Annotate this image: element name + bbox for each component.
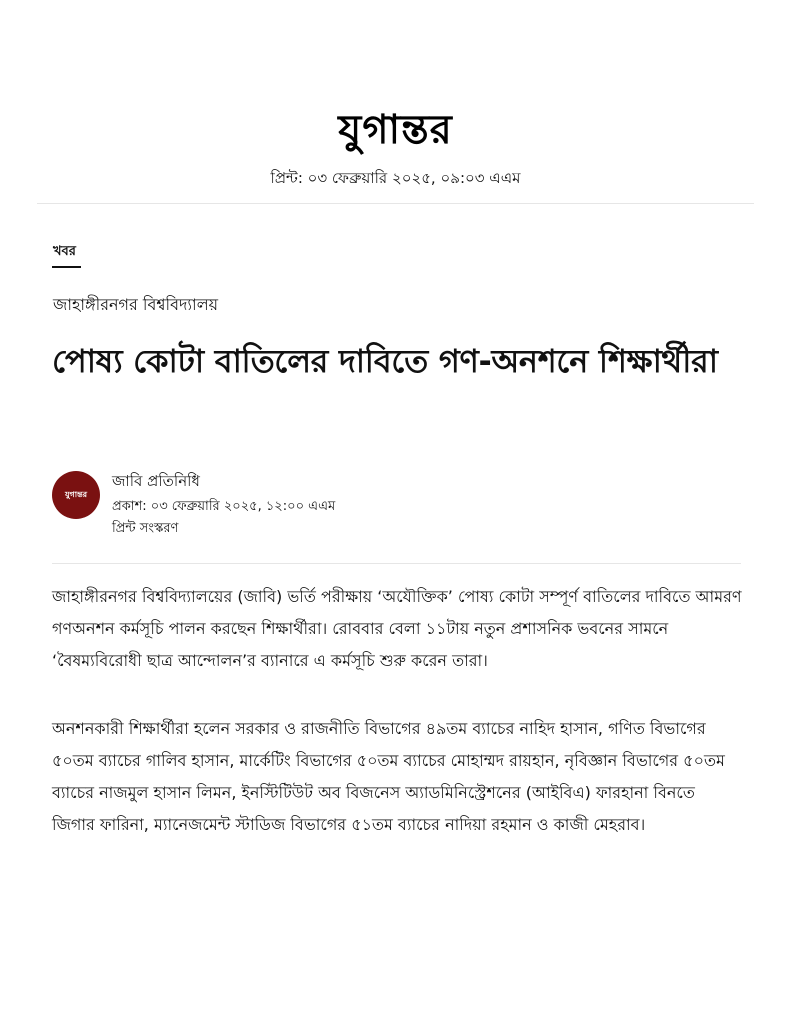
header-divider: [37, 203, 754, 204]
published-date: প্রকাশ: ০৩ ফেব্রুয়ারি ২০২৫, ১২:০০ এএম: [112, 499, 336, 514]
article-headline: পোষ্য কোটা বাতিলের দাবিতে গণ-অনশনে শিক্ষার্থীরা: [52, 342, 718, 380]
article-body: [52, 581, 742, 877]
newspaper-logo[interactable]: যুগান্তর: [338, 106, 453, 153]
section-tag-underline: [52, 266, 81, 268]
author-avatar: [52, 471, 100, 519]
edition-label: প্রিন্ট সংস্করণ: [112, 521, 179, 536]
print-timestamp: প্রিন্ট: ০৩ ফেব্রুয়ারি ২০২৫, ০৯:০৩ এএম: [270, 169, 521, 187]
masthead: [0, 104, 791, 156]
article-paragraph: অনশনকারী শিক্ষার্থীরা হলেন সরকার ও রাজনীতি বিভাগের ৪৯তম ব্যাচের নাহিদ হাসান, গণিত বিভাগের ৫০তম ব্যাচের গালিব হাসান, মার্কেটিং বিভাগের ৫০তম ব্যাচের মোহাম্মদ রায়হান, নৃবিজ্ঞান বিভাগের ৫০তম ব্যাচের নাজমুল হাসান লিমন, ইনস্টিটিউট অব বিজনেস অ্যাডমিনিস্ট্রেশনের (আইবিএ) ফারহানা বিনতে জিগার ফারিনা, ম্যানেজমেন্ট স্টাডিজ বিভাগের ৫১তম ব্যাচের নাদিয়া রহমান ও কাজী মেহরাব।: [52, 719, 725, 834]
byline: [112, 471, 335, 539]
article-subhead: জাহাঙ্গীরনগর বিশ্ববিদ্যালয়: [53, 295, 219, 314]
article-paragraph: জাহাঙ্গীরনগর বিশ্ববিদ্যালয়ের (জাবি) ভর্তি পরীক্ষায় ‘অযৌক্তিক’ পোষ্য কোটা সম্পূর্ণ বাতিলের দাবিতে আমরণ গণঅনশন কর্মসূচি পালন করছেন শিক্ষার্থীরা। রোববার বেলা ১১টায় নতুন প্রশাসনিক ভবনের সামনে ‘বৈষম্যবিরোধী ছাত্র আন্দোলন’র ব্যানারে এ কর্মসূচি শুরু করেন তারা।: [52, 587, 742, 670]
avatar-logo-text: যুগান্তর: [64, 489, 88, 499]
section-tag[interactable]: খবর: [53, 244, 76, 259]
author-name[interactable]: জাবি প্রতিনিধি: [112, 472, 200, 490]
byline-divider: [52, 563, 741, 564]
